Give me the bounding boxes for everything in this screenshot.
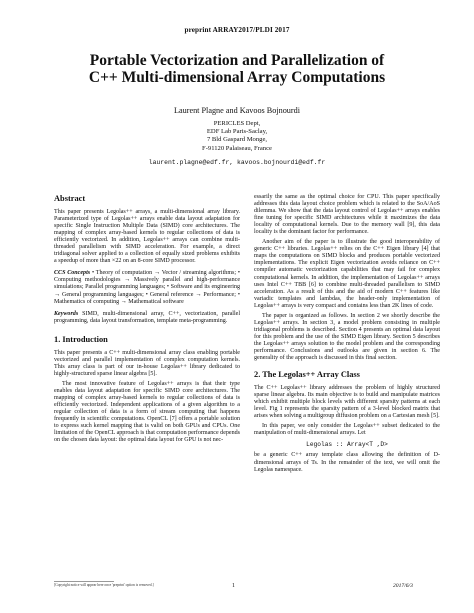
ccs-label: CCS Concepts: [54, 270, 91, 277]
keywords: [54, 311, 240, 325]
author-names: Laurent Plagne and Kavoos Bojnourdi: [174, 106, 300, 115]
affiliation-line: 7 Bld Gaspard Monge,: [206, 136, 268, 144]
keywords-text: SIMD, multi-dimensional array, C++, vectorization, parallel programming, data layout transformation, template meta-programming.: [54, 310, 240, 324]
affiliation-line: F-91120 Palaiseau, France: [202, 144, 272, 152]
running-header: preprint ARRAY2017/PLDI 2017: [184, 26, 290, 34]
ccs-text: • Theory of computation → Vector / streaming algorithms; • Computing methodologies → Massively parallel and high-performance simulations; Parallel programming languages; • Software and its engineering → General programming languages; • General reference → Performance; • Mathematics of computing → Mathematical software: [54, 270, 240, 305]
abstract-text: This paper presents Legolas++ arrays, a multi-dimensional array library. Parameterized type of Legolas++ arrays enable data layout adaptation for specific Single Instruction Multiple Data (SIMD) core architectures. The mapping of complex array-based kernels to regular collections of data is efficiently vectorized. In addition, Legolas++ arrays can combine multi-threaded parallelism with SIMD acceleration. For example, a direct tridiagonal solver applied to a collection of equally sized problems exhibits a speedup of more than ×22 on an 8-core SIMD processor.: [54, 209, 240, 265]
footer-date: 2017/6/3: [393, 583, 413, 589]
copyright-notice: [Copyright notice will appear here once 'preprint' option is removed.]: [54, 583, 154, 587]
keywords-label: Keywords: [54, 310, 79, 317]
abstract-heading: Abstract: [54, 194, 86, 203]
right-column: [254, 194, 440, 477]
ccs-concepts: [54, 270, 240, 305]
affiliation-block: [0, 120, 474, 153]
introduction-heading: 1. Introduction: [54, 334, 108, 344]
code-snippet: Legolas :: Array<T ,D>: [306, 441, 388, 449]
footnote-rule: [54, 581, 114, 582]
body-paragraph: be a generic C++ array template class allowing the definition of D-dimensional arrays of Ts. In the remainder of the text, we will omit the Legolas namespace.: [254, 452, 440, 473]
title-line-1: Portable Vectorization and Parallelization of: [89, 52, 385, 69]
left-column: [54, 194, 240, 447]
intro-paragraph-1: This paper presents a C++ multi-dimensional array class enabling portable vectorized and parallel implementation of complex computation kernels. This array class is part of our in-house Legolas++ library dedicated to highly-structured sparse linear algebra [5].: [54, 349, 240, 377]
body-paragraph: Another aim of the paper is to illustrate the good interoperability of generic C++ libraries. Legolas++ relies on the C++ Eigen library [4] that maps the computations on SIMD blocks and produces portable vectorized implementations. The explicit Eigen vectorization avoids reliance on C++ compiler automatic vectorization capabilities that may fail for complex computational kernels. In addition, the implementation of Legolas++ arrays uses Intel C++ TBB [6] to combine multi-threaded parallelism to SIMD acceleration. As a result of this and the aid of modern C++ features like variadic templates and lambdas, the header-only implementation of Legolas++ arrays is very compact and contains less than 2K lines of code.: [254, 239, 440, 309]
author-emails: laurent.plagne@edf.fr, kavoos.bojnourdi@edf.fr: [148, 159, 326, 166]
body-paragraph: essarily the same as the optimal choice for CPU. This paper specifically addresses this data layout choice problem which is related to the SoA/AoS dilemma. We show that the data layout control of Legolas++ arrays enables fine tuning for specific SIMD architectures while it maximizes the data locality of computational kernels. Due to the memory wall [9], this data locality is the dominant factor for performance.: [254, 194, 440, 236]
body-paragraph: The C++ Legolas++ library addresses the problem of highly structured sparse linear algebra. Its main objective is to build and manipulate matrices which exhibit multiple block levels with different sparsity patterns at each level. Fig 1 represents the sparsity pattern of a 3-level blocked matrix that arises when solving a multigroup diffusion problem on a Cartesian mesh [5].: [254, 385, 440, 420]
body-paragraph: The paper is organized as follows. In section 2 we shortly describe the Legolas++ arrays. In section 3, a model problem consisting in multiple tridiagonal problems is described. Section 4 presents an optimal data layout for this problem and the use of the SIMD Eigen library. Section 5 describes the Legolas++ arrays solution to the model problem and the corresponding performance. Conclusions and outlooks are given in section 6. The generality of the approach is discussed in this final section.: [254, 312, 440, 362]
body-paragraph: In this paper, we only consider the Legolas++ subset dedicated to the manipulation of multi-dimensional arrays. Let: [254, 423, 440, 437]
section-2-heading: 2. The Legolas++ Array Class: [254, 370, 360, 380]
paper-title: [40, 52, 434, 86]
page-number: 1: [232, 583, 235, 589]
title-line-2: C++ Multi-dimensional Array Computations: [88, 69, 386, 86]
affiliation-line: EDF Lab Paris-Saclay,: [206, 128, 268, 136]
intro-paragraph-2: The most innovative feature of Legolas++ arrays is that their type enables data layout adaptation for specific SIMD core architectures. The mapping of complex array-based kernels to regular collections of data is efficiently vectorized. Independent applications of a given algorithm to a regular collection of data is a form of stream computing that happens frequently in scientific computations. OpenCL [7] offers a portable solution to express such kernel mapping that is valid on both GPUs and CPUs. One limitation of the OpenCL approach is that computation performance depends on the chosen data layout: the optimal data layout for GPU is not nec-: [54, 380, 240, 444]
affiliation-line: PERICLES Dept,: [213, 120, 261, 127]
